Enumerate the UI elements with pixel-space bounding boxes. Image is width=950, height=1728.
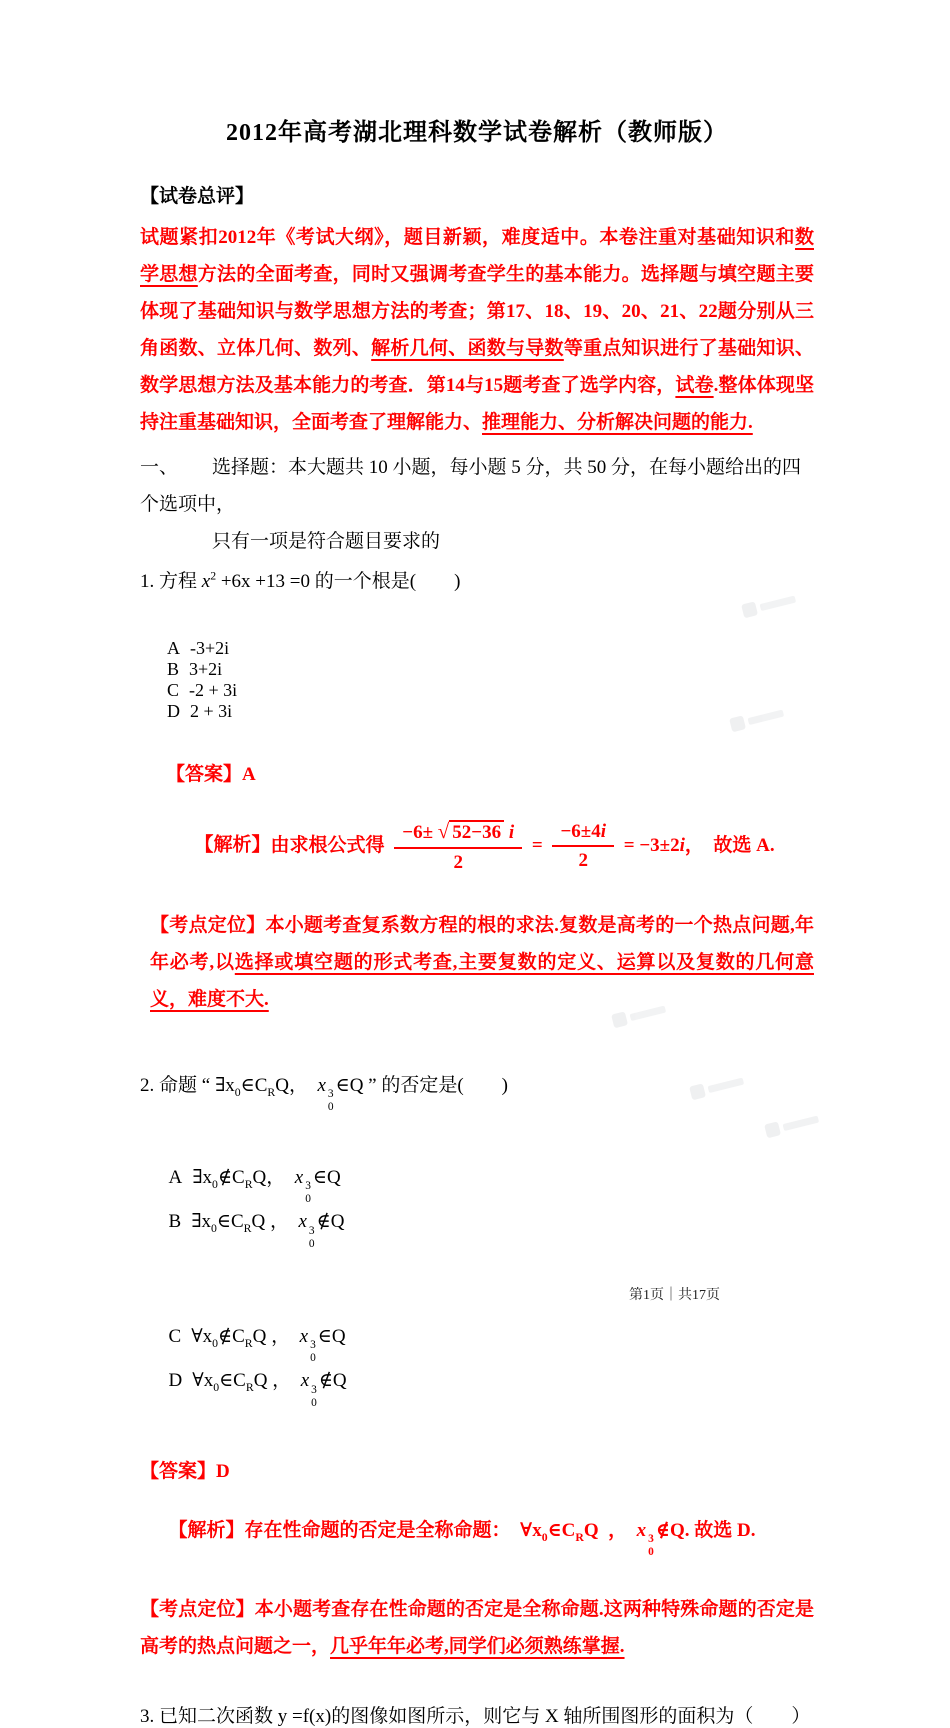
analysis-label: 【解析】 bbox=[194, 834, 271, 856]
question-1-concept-line bbox=[150, 907, 814, 1018]
answer-value: A bbox=[242, 764, 256, 785]
section-one-intro-line2: 只有一项是符合题目要求的 bbox=[212, 531, 441, 552]
option-d-formula: $\forall x_0\in C_RQ$ ， x 3 0 ∉Q bbox=[192, 1370, 347, 1409]
question-2-option-c bbox=[169, 1321, 374, 1365]
question-1-answer-line bbox=[166, 759, 814, 786]
question-2-stem: 2. 命题 “ $\exists x_0\in C_RQ$， x 3 0 ∈Q ” 的否定是( ) bbox=[140, 1074, 508, 1113]
option-b-text: 3+2i bbox=[189, 659, 223, 679]
concept-text: 本小题考查存在性命题的否定是全称命题.这两种特殊命题的否定是高考的热点问题之一，几乎年年必考,同学们必须熟练掌握. bbox=[140, 1599, 814, 1658]
concept-label: 【考点定位】 bbox=[140, 1599, 255, 1621]
question-1-option-d bbox=[167, 701, 232, 722]
option-c-label: C bbox=[167, 680, 180, 700]
question-2-option-a bbox=[169, 1162, 374, 1206]
section-one-intro-line1: 选择题：本大题共 10 小题，每小题 5 分，共 50 分，在每小题给出的四个选项中， bbox=[140, 457, 802, 515]
question-3-stem: 3. 已知二次函数 y =f(x)的图像如图所示，则它与 X 轴所围图形的面积为（ ） bbox=[140, 1706, 811, 1728]
question-2 bbox=[140, 1070, 814, 1666]
section-one-number: 一、 bbox=[140, 457, 179, 478]
analysis-formula: 由求根公式得 $\frac{-6\pm √ 52-36 i}{2}$ = $\frac{-6\pm 4i}{2}$ = −3±2i， 故选 A. bbox=[270, 819, 775, 873]
option-a-label: A bbox=[168, 1166, 183, 1188]
question-1-options bbox=[140, 617, 814, 743]
document-title: 2012年高考湖北理科数学试卷解析（教师版） bbox=[226, 120, 728, 146]
concept-label: 【考点定位】 bbox=[150, 914, 266, 936]
question-2-options-row-2 bbox=[140, 1299, 814, 1432]
question-2-analysis-line bbox=[140, 1493, 814, 1581]
question-2-option-d bbox=[168, 1370, 347, 1409]
question-1-option-a bbox=[167, 638, 229, 659]
option-a-label: A bbox=[167, 638, 180, 658]
option-b-label: B bbox=[167, 659, 180, 679]
question-1 bbox=[140, 566, 814, 1018]
question-1-analysis-line bbox=[166, 796, 814, 897]
concept-text: 本小题考查复系数方程的根的求法.复数是高考的一个热点问题,年年必考,以选择或填空题的形式考查,主要复数的定义、运算以及复数的几何意义，难度不大. bbox=[150, 914, 814, 1010]
answer-label: 【答案】 bbox=[166, 764, 243, 785]
answer-label: 【答案】 bbox=[140, 1460, 217, 1482]
question-1-option-c bbox=[167, 680, 237, 701]
question-1-option-b bbox=[167, 659, 222, 680]
option-c-text: -2 + 3i bbox=[189, 680, 238, 700]
option-d-label: D bbox=[167, 701, 180, 721]
watermark-logo-icon bbox=[611, 1011, 628, 1028]
analysis-formula: 存在性命题的否定是全称命题： $\forall x_0\in C_RQ$ ， x 3 0 ∉Q. 故选 D. bbox=[244, 1519, 756, 1559]
page-footer: 第1页｜共17页 bbox=[629, 1288, 720, 1303]
question-2-answer-line bbox=[140, 1456, 814, 1483]
option-a-text: -3+2i bbox=[190, 638, 230, 658]
overview-paragraph: 试题紧扣2012年《考试大纲》，题目新颖，难度适中。本卷注重对基础知识和数学思想方法的全面考查，同时又强调考查学生的基本能力。选择题与填空题主要体现了基础知识与数学思想方法的考查；第17、18、19、20、21、22题分别从三角函数、立体几何、数列、解析几何、函数与导数等重点知识进行了基础知识、数学思想方法及基本能力的考查．第14与15题考查了选学内容，试卷.整体体现坚持注重基础知识，全面考查了理解能力、推理能力、分析解决问题的能力. bbox=[140, 227, 814, 433]
option-b-label: B bbox=[168, 1211, 182, 1233]
question-1-stem: 1. 方程 $x^2 +6x +13 =0$ 的一个根是( ) bbox=[140, 569, 461, 592]
analysis-label: 【解析】 bbox=[168, 1519, 245, 1541]
option-c-label: C bbox=[168, 1325, 182, 1347]
option-c-formula: $\forall x_0\notin C_RQ$ ， x 3 0 ∈Q bbox=[191, 1325, 346, 1365]
question-2-option-b bbox=[168, 1211, 345, 1250]
option-b-formula: $\exists x_0\in C_RQ$ ， x 3 0 ∉Q bbox=[191, 1211, 345, 1250]
overview-heading: 【试卷总评】 bbox=[140, 186, 255, 207]
question-2-concept-line bbox=[140, 1591, 814, 1665]
option-d-text: 2 + 3i bbox=[190, 701, 233, 721]
option-d-label: D bbox=[168, 1370, 183, 1392]
option-a-formula: $\exists x_0\notin C_RQ$， x 3 0 ∈Q bbox=[192, 1166, 341, 1206]
question-2-options-row-1 bbox=[140, 1140, 814, 1273]
answer-value: D bbox=[216, 1460, 230, 1482]
section-one-intro bbox=[140, 449, 814, 560]
